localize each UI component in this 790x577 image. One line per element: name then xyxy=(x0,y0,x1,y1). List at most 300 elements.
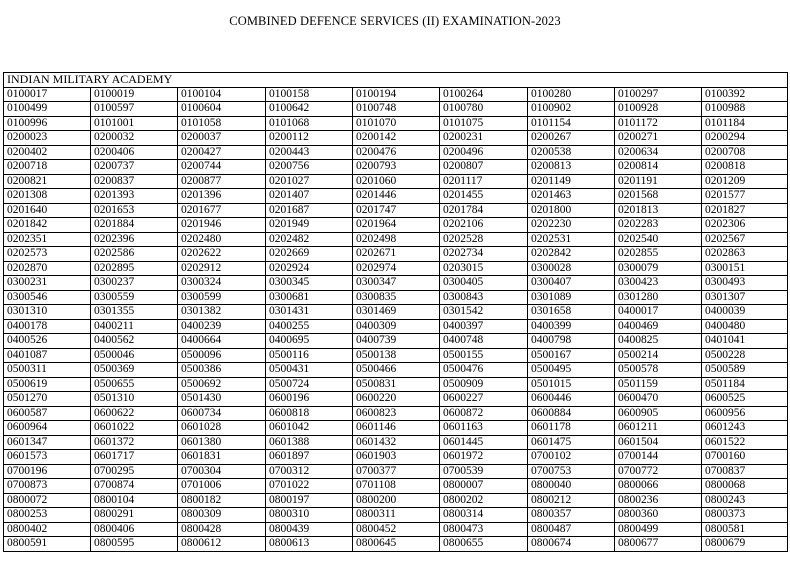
table-row xyxy=(4,247,788,262)
roll-number-cell: 0400239 xyxy=(178,319,266,334)
roll-number-cell: 0100642 xyxy=(266,102,353,117)
table-row xyxy=(4,406,788,421)
roll-number-cell: 0100297 xyxy=(615,87,702,102)
roll-number-cell: 0700874 xyxy=(91,479,178,494)
roll-number-cell: 0800406 xyxy=(91,522,178,537)
roll-number-cell: 0201800 xyxy=(528,203,615,218)
roll-number-cell: 0601388 xyxy=(266,435,353,450)
roll-number-cell: 0400309 xyxy=(353,319,440,334)
roll-number-cell: 0201117 xyxy=(440,174,528,189)
roll-number-cell: 0800452 xyxy=(353,522,440,537)
table-row xyxy=(4,479,788,494)
roll-number-cell: 0101058 xyxy=(178,116,266,131)
roll-number-cell: 0601972 xyxy=(440,450,528,465)
roll-number-cell: 0100597 xyxy=(91,102,178,117)
table-row xyxy=(4,116,788,131)
roll-number-cell: 0600884 xyxy=(528,406,615,421)
table-row xyxy=(4,319,788,334)
roll-number-cell: 0500228 xyxy=(702,348,788,363)
roll-number-cell: 0201577 xyxy=(702,189,788,204)
roll-number-cell: 0202283 xyxy=(615,218,702,233)
roll-number-cell: 0800487 xyxy=(528,522,615,537)
table-row xyxy=(4,276,788,291)
roll-number-cell: 0601178 xyxy=(528,421,615,436)
roll-number-cell: 0800613 xyxy=(266,537,353,552)
roll-number-cell: 0200756 xyxy=(266,160,353,175)
roll-number-cell: 0301089 xyxy=(528,290,615,305)
roll-number-cell: 0600622 xyxy=(91,406,178,421)
roll-number-cell: 0202671 xyxy=(353,247,440,262)
roll-number-cell: 0800197 xyxy=(266,493,353,508)
roll-number-cell: 0200793 xyxy=(353,160,440,175)
roll-number-cell: 0203015 xyxy=(440,261,528,276)
roll-number-cell: 0201884 xyxy=(91,218,178,233)
table-row xyxy=(4,450,788,465)
roll-number-cell: 0601211 xyxy=(615,421,702,436)
roll-number-cell: 0601146 xyxy=(353,421,440,436)
roll-number-cell: 0601028 xyxy=(178,421,266,436)
roll-number-cell: 0201209 xyxy=(702,174,788,189)
roll-number-cell: 0500495 xyxy=(528,363,615,378)
roll-number-cell: 0100902 xyxy=(528,102,615,117)
roll-number-cell: 0800309 xyxy=(178,508,266,523)
roll-number-cell: 0800066 xyxy=(615,479,702,494)
roll-number-cell: 0100499 xyxy=(4,102,91,117)
roll-number-cell: 0401087 xyxy=(4,348,91,363)
roll-number-cell: 0202870 xyxy=(4,261,91,276)
table-row xyxy=(4,522,788,537)
roll-number-cell: 0202734 xyxy=(440,247,528,262)
roll-number-cell: 0800595 xyxy=(91,537,178,552)
roll-number-cell: 0500311 xyxy=(4,363,91,378)
roll-number-cell: 0800291 xyxy=(91,508,178,523)
roll-number-cell: 0202498 xyxy=(353,232,440,247)
roll-number-cell: 0500619 xyxy=(4,377,91,392)
roll-number-cell: 0800674 xyxy=(528,537,615,552)
roll-number-cell: 0600905 xyxy=(615,406,702,421)
table-row xyxy=(4,508,788,523)
roll-number-cell: 0601522 xyxy=(702,435,788,450)
roll-number-cell: 0200708 xyxy=(702,145,788,160)
roll-number-cell: 0201463 xyxy=(528,189,615,204)
roll-number-cell: 0202895 xyxy=(91,261,178,276)
roll-number-cell: 0501430 xyxy=(178,392,266,407)
roll-number-cell: 0201640 xyxy=(4,203,91,218)
roll-number-cell: 0101068 xyxy=(266,116,353,131)
roll-number-cell: 0200032 xyxy=(91,131,178,146)
roll-number-cell: 0700304 xyxy=(178,464,266,479)
roll-number-cell: 0201827 xyxy=(702,203,788,218)
table-row xyxy=(4,363,788,378)
roll-number-cell: 0201813 xyxy=(615,203,702,218)
roll-number-cell: 0202106 xyxy=(440,218,528,233)
roll-number-cell: 0600734 xyxy=(178,406,266,421)
roll-number-cell: 0202842 xyxy=(528,247,615,262)
roll-number-cell: 0101172 xyxy=(615,116,702,131)
roll-number-cell: 0101184 xyxy=(702,116,788,131)
roll-number-cell: 0202924 xyxy=(266,261,353,276)
roll-number-cell: 0701022 xyxy=(266,479,353,494)
roll-number-cell: 0200813 xyxy=(528,160,615,175)
section-heading: INDIAN MILITARY ACADEMY xyxy=(4,73,788,88)
roll-number-cell: 0600227 xyxy=(440,392,528,407)
roll-number-cell: 0400178 xyxy=(4,319,91,334)
roll-number-cell: 0100019 xyxy=(91,87,178,102)
table-row xyxy=(4,87,788,102)
roll-number-cell: 0800581 xyxy=(702,522,788,537)
roll-number-cell: 0201568 xyxy=(615,189,702,204)
roll-number-cell: 0300407 xyxy=(528,276,615,291)
roll-number-cell: 0800104 xyxy=(91,493,178,508)
roll-number-cell: 0301658 xyxy=(528,305,615,320)
roll-number-cell: 0300843 xyxy=(440,290,528,305)
roll-number-cell: 0100280 xyxy=(528,87,615,102)
roll-number-cell: 0200294 xyxy=(702,131,788,146)
roll-number-cell: 0200538 xyxy=(528,145,615,160)
roll-number-cell: 0500167 xyxy=(528,348,615,363)
roll-number-cell: 0200877 xyxy=(178,174,266,189)
roll-number-cell: 0800645 xyxy=(353,537,440,552)
roll-number-cell: 0200821 xyxy=(4,174,91,189)
table-row xyxy=(4,421,788,436)
roll-number-cell: 0800236 xyxy=(615,493,702,508)
roll-number-cell: 0400255 xyxy=(266,319,353,334)
roll-number-cell: 0601163 xyxy=(440,421,528,436)
roll-number-cell: 0500046 xyxy=(91,348,178,363)
roll-number-table-container xyxy=(3,72,787,552)
roll-number-cell: 0201949 xyxy=(266,218,353,233)
roll-number-cell: 0200718 xyxy=(4,160,91,175)
roll-number-cell: 0500692 xyxy=(178,377,266,392)
table-row xyxy=(4,203,788,218)
roll-number-cell: 0202528 xyxy=(440,232,528,247)
roll-number-cell: 0800360 xyxy=(615,508,702,523)
table-row xyxy=(4,493,788,508)
roll-number-cell: 0301469 xyxy=(353,305,440,320)
table-row xyxy=(4,102,788,117)
roll-number-cell: 0400397 xyxy=(440,319,528,334)
roll-number-cell: 0400825 xyxy=(615,334,702,349)
roll-number-cell: 0500369 xyxy=(91,363,178,378)
roll-number-cell: 0101001 xyxy=(91,116,178,131)
roll-number-cell: 0200402 xyxy=(4,145,91,160)
roll-number-cell: 0200037 xyxy=(178,131,266,146)
roll-number-cell: 0200496 xyxy=(440,145,528,160)
roll-number-cell: 0101075 xyxy=(440,116,528,131)
roll-number-cell: 0601347 xyxy=(4,435,91,450)
roll-number-cell: 0101070 xyxy=(353,116,440,131)
roll-number-cell: 0601831 xyxy=(178,450,266,465)
roll-number-cell: 0400526 xyxy=(4,334,91,349)
roll-number-cell: 0600196 xyxy=(266,392,353,407)
roll-number-cell: 0100988 xyxy=(702,102,788,117)
roll-number-cell: 0100996 xyxy=(4,116,91,131)
roll-number-cell: 0300559 xyxy=(91,290,178,305)
roll-number-cell: 0300835 xyxy=(353,290,440,305)
roll-number-cell: 0501270 xyxy=(4,392,91,407)
roll-number-cell: 0701108 xyxy=(353,479,440,494)
table-row xyxy=(4,334,788,349)
roll-number-cell: 0300546 xyxy=(4,290,91,305)
roll-number-cell: 0200634 xyxy=(615,145,702,160)
roll-number-table xyxy=(3,72,788,552)
roll-number-cell: 0202351 xyxy=(4,232,91,247)
roll-number-cell: 0202622 xyxy=(178,247,266,262)
roll-number-cell: 0300231 xyxy=(4,276,91,291)
roll-number-cell: 0800253 xyxy=(4,508,91,523)
roll-number-cell: 0200231 xyxy=(440,131,528,146)
roll-number-cell: 0800677 xyxy=(615,537,702,552)
roll-number-cell: 0202974 xyxy=(353,261,440,276)
roll-number-cell: 0201407 xyxy=(266,189,353,204)
roll-number-cell: 0200476 xyxy=(353,145,440,160)
roll-number-cell: 0200737 xyxy=(91,160,178,175)
roll-number-cell: 0200443 xyxy=(266,145,353,160)
roll-number-cell: 0100780 xyxy=(440,102,528,117)
roll-number-cell: 0600446 xyxy=(528,392,615,407)
roll-number-cell: 0500909 xyxy=(440,377,528,392)
roll-number-cell: 0500116 xyxy=(266,348,353,363)
roll-number-cell: 0100264 xyxy=(440,87,528,102)
roll-number-cell: 0601573 xyxy=(4,450,91,465)
roll-number-cell: 0700312 xyxy=(266,464,353,479)
roll-number-cell: 0201191 xyxy=(615,174,702,189)
roll-number-cell: 0301355 xyxy=(91,305,178,320)
roll-number-cell: 0100748 xyxy=(353,102,440,117)
roll-number-cell: 0600964 xyxy=(4,421,91,436)
roll-number-cell: 0800591 xyxy=(4,537,91,552)
roll-number-cell: 0400562 xyxy=(91,334,178,349)
roll-number-cell: 0600587 xyxy=(4,406,91,421)
roll-number-cell: 0800314 xyxy=(440,508,528,523)
table-row xyxy=(4,290,788,305)
roll-number-cell: 0800655 xyxy=(440,537,528,552)
roll-number-cell: 0300324 xyxy=(178,276,266,291)
roll-number-cell: 0800311 xyxy=(353,508,440,523)
table-row xyxy=(4,377,788,392)
roll-number-cell: 0800310 xyxy=(266,508,353,523)
roll-number-cell: 0500214 xyxy=(615,348,702,363)
roll-number-cell: 0202573 xyxy=(4,247,91,262)
roll-number-cell: 0800499 xyxy=(615,522,702,537)
roll-number-cell: 0400748 xyxy=(440,334,528,349)
roll-number-cell: 0600872 xyxy=(440,406,528,421)
table-row xyxy=(4,189,788,204)
roll-number-cell: 0200142 xyxy=(353,131,440,146)
roll-number-cell: 0201653 xyxy=(91,203,178,218)
roll-number-cell: 0700102 xyxy=(528,450,615,465)
roll-number-cell: 0700160 xyxy=(702,450,788,465)
table-body xyxy=(4,73,788,552)
roll-number-cell: 0200807 xyxy=(440,160,528,175)
roll-number-cell: 0200814 xyxy=(615,160,702,175)
roll-number-cell: 0800212 xyxy=(528,493,615,508)
roll-number-cell: 0201946 xyxy=(178,218,266,233)
section-heading-row xyxy=(4,73,788,88)
roll-number-cell: 0200267 xyxy=(528,131,615,146)
roll-number-cell: 0400695 xyxy=(266,334,353,349)
roll-number-cell: 0100928 xyxy=(615,102,702,117)
roll-number-cell: 0500589 xyxy=(702,363,788,378)
roll-number-cell: 0301310 xyxy=(4,305,91,320)
roll-number-cell: 0202669 xyxy=(266,247,353,262)
roll-number-cell: 0300345 xyxy=(266,276,353,291)
roll-number-cell: 0700753 xyxy=(528,464,615,479)
roll-number-cell: 0700539 xyxy=(440,464,528,479)
roll-number-cell: 0400039 xyxy=(702,305,788,320)
roll-number-cell: 0601042 xyxy=(266,421,353,436)
roll-number-cell: 0202480 xyxy=(178,232,266,247)
roll-number-cell: 0601717 xyxy=(91,450,178,465)
roll-number-cell: 0600956 xyxy=(702,406,788,421)
roll-number-cell: 0600823 xyxy=(353,406,440,421)
roll-number-cell: 0300423 xyxy=(615,276,702,291)
roll-number-cell: 0200818 xyxy=(702,160,788,175)
table-row xyxy=(4,160,788,175)
roll-number-cell: 0800072 xyxy=(4,493,91,508)
document-title: COMBINED DEFENCE SERVICES (II) EXAMINATION-2023 xyxy=(229,14,561,28)
roll-number-cell: 0800243 xyxy=(702,493,788,508)
roll-number-cell: 0500831 xyxy=(353,377,440,392)
roll-number-cell: 0201677 xyxy=(178,203,266,218)
roll-number-cell: 0202912 xyxy=(178,261,266,276)
roll-number-cell: 0202306 xyxy=(702,218,788,233)
roll-number-cell: 0601504 xyxy=(615,435,702,450)
roll-number-cell: 0601897 xyxy=(266,450,353,465)
roll-number-cell: 0601432 xyxy=(353,435,440,450)
roll-number-cell: 0700837 xyxy=(702,464,788,479)
roll-number-cell: 0500155 xyxy=(440,348,528,363)
roll-number-cell: 0202855 xyxy=(615,247,702,262)
roll-number-cell: 0501159 xyxy=(615,377,702,392)
roll-number-cell: 0500431 xyxy=(266,363,353,378)
roll-number-cell: 0300681 xyxy=(266,290,353,305)
roll-number-cell: 0500578 xyxy=(615,363,702,378)
roll-number-cell: 0700873 xyxy=(4,479,91,494)
roll-number-cell: 0202540 xyxy=(615,232,702,247)
table-row xyxy=(4,145,788,160)
table-row xyxy=(4,464,788,479)
roll-number-cell: 0300405 xyxy=(440,276,528,291)
roll-number-cell: 0601022 xyxy=(91,421,178,436)
roll-number-cell: 0201393 xyxy=(91,189,178,204)
roll-number-cell: 0201308 xyxy=(4,189,91,204)
table-row xyxy=(4,305,788,320)
roll-number-cell: 0500466 xyxy=(353,363,440,378)
roll-number-cell: 0201149 xyxy=(528,174,615,189)
table-row xyxy=(4,174,788,189)
roll-number-cell: 0400798 xyxy=(528,334,615,349)
roll-number-cell: 0202586 xyxy=(91,247,178,262)
roll-number-cell: 0400017 xyxy=(615,305,702,320)
roll-number-cell: 0202567 xyxy=(702,232,788,247)
roll-number-cell: 0501310 xyxy=(91,392,178,407)
roll-number-cell: 0600525 xyxy=(702,392,788,407)
roll-number-cell: 0201687 xyxy=(266,203,353,218)
roll-number-cell: 0300237 xyxy=(91,276,178,291)
table-row xyxy=(4,348,788,363)
roll-number-cell: 0601243 xyxy=(702,421,788,436)
roll-number-cell: 0500476 xyxy=(440,363,528,378)
roll-number-cell: 0500655 xyxy=(91,377,178,392)
roll-number-cell: 0500138 xyxy=(353,348,440,363)
roll-number-cell: 0201842 xyxy=(4,218,91,233)
roll-number-cell: 0301542 xyxy=(440,305,528,320)
table-row xyxy=(4,261,788,276)
roll-number-cell: 0800402 xyxy=(4,522,91,537)
roll-number-cell: 0800007 xyxy=(440,479,528,494)
roll-number-cell: 0400480 xyxy=(702,319,788,334)
roll-number-cell: 0800612 xyxy=(178,537,266,552)
roll-number-cell: 0201396 xyxy=(178,189,266,204)
roll-number-cell: 0400469 xyxy=(615,319,702,334)
roll-number-cell: 0700772 xyxy=(615,464,702,479)
roll-number-cell: 0301382 xyxy=(178,305,266,320)
table-row xyxy=(4,537,788,552)
roll-number-cell: 0200112 xyxy=(266,131,353,146)
roll-number-cell: 0800040 xyxy=(528,479,615,494)
table-row xyxy=(4,232,788,247)
roll-number-cell: 0501184 xyxy=(702,377,788,392)
roll-number-cell: 0202396 xyxy=(91,232,178,247)
roll-number-cell: 0800428 xyxy=(178,522,266,537)
roll-number-cell: 0401041 xyxy=(702,334,788,349)
roll-number-cell: 0601475 xyxy=(528,435,615,450)
roll-number-cell: 0500724 xyxy=(266,377,353,392)
roll-number-cell: 0301431 xyxy=(266,305,353,320)
roll-number-cell: 0500096 xyxy=(178,348,266,363)
roll-number-cell: 0300079 xyxy=(615,261,702,276)
roll-number-cell: 0700295 xyxy=(91,464,178,479)
roll-number-cell: 0800068 xyxy=(702,479,788,494)
roll-number-cell: 0800473 xyxy=(440,522,528,537)
roll-number-cell: 0201964 xyxy=(353,218,440,233)
roll-number-cell: 0800439 xyxy=(266,522,353,537)
roll-number-cell: 0100158 xyxy=(266,87,353,102)
roll-number-cell: 0301280 xyxy=(615,290,702,305)
roll-number-cell: 0200406 xyxy=(91,145,178,160)
roll-number-cell: 0100604 xyxy=(178,102,266,117)
roll-number-cell: 0400399 xyxy=(528,319,615,334)
roll-number-cell: 0301307 xyxy=(702,290,788,305)
roll-number-cell: 0800200 xyxy=(353,493,440,508)
roll-number-cell: 0202482 xyxy=(266,232,353,247)
roll-number-cell: 0500386 xyxy=(178,363,266,378)
roll-number-cell: 0800373 xyxy=(702,508,788,523)
roll-number-cell: 0300493 xyxy=(702,276,788,291)
roll-number-cell: 0100194 xyxy=(353,87,440,102)
roll-number-cell: 0100392 xyxy=(702,87,788,102)
roll-number-cell: 0800357 xyxy=(528,508,615,523)
roll-number-cell: 0201455 xyxy=(440,189,528,204)
roll-number-cell: 0201060 xyxy=(353,174,440,189)
roll-number-cell: 0300347 xyxy=(353,276,440,291)
roll-number-cell: 0200427 xyxy=(178,145,266,160)
roll-number-cell: 0100017 xyxy=(4,87,91,102)
roll-number-cell: 0601372 xyxy=(91,435,178,450)
roll-number-cell: 0101154 xyxy=(528,116,615,131)
roll-number-cell: 0201027 xyxy=(266,174,353,189)
roll-number-cell: 0202863 xyxy=(702,247,788,262)
roll-number-cell: 0201784 xyxy=(440,203,528,218)
roll-number-cell: 0800202 xyxy=(440,493,528,508)
roll-number-cell: 0601903 xyxy=(353,450,440,465)
roll-number-cell: 0700144 xyxy=(615,450,702,465)
roll-number-cell: 0100104 xyxy=(178,87,266,102)
roll-number-cell: 0600818 xyxy=(266,406,353,421)
roll-number-cell: 0200271 xyxy=(615,131,702,146)
roll-number-cell: 0701006 xyxy=(178,479,266,494)
